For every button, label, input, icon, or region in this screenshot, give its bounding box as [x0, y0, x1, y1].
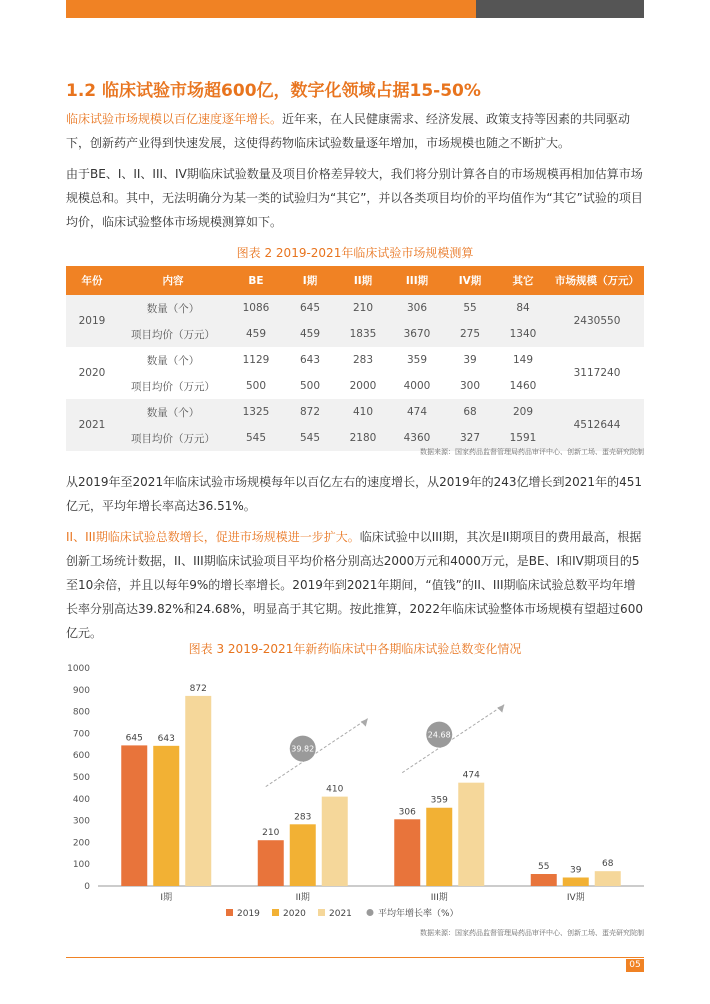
cell-value: 359 — [390, 347, 444, 373]
data-label: 643 — [157, 733, 175, 744]
data-label: 306 — [398, 807, 416, 818]
legend-label: 平均年增长率（%） — [378, 909, 459, 919]
table-header-row — [66, 266, 644, 295]
cell-value: 4360 — [390, 425, 444, 451]
bar — [322, 797, 348, 886]
y-tick-label: 500 — [72, 773, 90, 783]
chart-source: 数据来源：国家药品监督管理局药品审评中心、创新工场、蛋壳研究院制 — [420, 929, 644, 937]
y-tick-label: 300 — [72, 816, 90, 827]
cell-value: 410 — [336, 399, 390, 425]
cell-value: 2000 — [336, 373, 390, 399]
cell-value: 84 — [496, 295, 550, 321]
table-row — [66, 399, 644, 425]
y-tick-label: 900 — [72, 685, 90, 696]
data-label: 68 — [602, 859, 614, 870]
bar — [394, 819, 420, 886]
y-tick-label: 200 — [72, 838, 90, 849]
top-banner-gray — [476, 0, 644, 18]
data-label: 39 — [570, 865, 582, 876]
section-title: 1.2 临床试验市场超600亿，数字化领域占据15-50% — [66, 81, 481, 101]
cell-year: 2019 — [66, 295, 118, 347]
y-tick-label: 800 — [72, 707, 90, 718]
y-tick-label: 1000 — [67, 664, 90, 674]
legend-label: 2019 — [237, 909, 260, 919]
cell-value: 474 — [390, 399, 444, 425]
cell-value: 1591 — [496, 425, 550, 451]
cell-value: 1086 — [228, 295, 284, 321]
cell-value: 283 — [336, 347, 390, 373]
paragraph-4 — [66, 525, 644, 645]
cell-value: 1460 — [496, 373, 550, 399]
table-source: 数据来源：国家药品监督管理局药品审评中心、创新工场、蛋壳研究院制 — [420, 448, 644, 456]
cell-label: 数量（个） — [118, 399, 228, 425]
y-tick-label: 100 — [72, 860, 90, 871]
bar — [185, 696, 211, 886]
cell-value: 306 — [390, 295, 444, 321]
top-banner-slash — [462, 0, 476, 18]
cell-label: 数量（个） — [118, 295, 228, 321]
table-caption: 图表 2 2019-2021年临床试验市场规模测算 — [236, 246, 474, 260]
bar — [153, 746, 179, 886]
chart-caption: 图表 3 2019-2021年新药临床试中各期临床试验总数变化情况 — [188, 642, 522, 656]
bar — [458, 783, 484, 886]
data-label: 210 — [262, 828, 280, 839]
cell-value: 1129 — [228, 347, 284, 373]
cell-label: 项目均价（万元） — [118, 425, 228, 451]
cell-label: 数量（个） — [118, 347, 228, 373]
growth-marker-value: 24.68 — [427, 730, 451, 740]
header-market-size: 市场规模（万元） — [550, 266, 644, 295]
bar — [121, 745, 147, 886]
growth-trend-arrowhead — [361, 719, 368, 727]
data-label: 55 — [538, 862, 550, 873]
data-label: 410 — [326, 784, 344, 795]
growth-trend-line — [402, 705, 504, 773]
bar — [563, 877, 589, 886]
cell-label: 项目均价（万元） — [118, 321, 228, 347]
cell-total: 3117240 — [550, 347, 644, 399]
y-tick-label: 600 — [72, 751, 90, 762]
market-size-table — [66, 266, 644, 451]
cell-value: 3670 — [390, 321, 444, 347]
cell-value: 645 — [284, 295, 336, 321]
x-tick-label: III期 — [430, 893, 448, 903]
cell-value: 872 — [284, 399, 336, 425]
growth-trend-arrowhead — [497, 705, 504, 713]
top-banner-orange — [66, 0, 476, 18]
y-tick-label: 400 — [72, 794, 90, 805]
paragraph-3: 从2019年至2021年临床试验市场规模每年以百亿左右的速度增长，从2019年的243亿增长到2021年的451亿元，平均年增长率高达36.51%。 — [66, 475, 642, 513]
cell-year: 2020 — [66, 347, 118, 399]
cell-value: 1340 — [496, 321, 550, 347]
x-tick-label: I期 — [160, 893, 173, 903]
data-label: 359 — [430, 795, 448, 806]
bar — [258, 840, 284, 886]
legend-marker — [367, 909, 374, 916]
data-label: 872 — [189, 683, 207, 694]
cell-value: 2180 — [336, 425, 390, 451]
footer-line — [66, 957, 644, 958]
paragraph-1-text: 近年来，在人民健康需求、经济发展、政策支持等因素的共同驱动下，创新药产业得到快速发展，这使得药物临床试验数量逐年增加，市场规模也随之不断扩大。 — [66, 112, 631, 150]
header-content: 内容 — [118, 266, 228, 295]
header-phase4: IV期 — [444, 266, 496, 295]
growth-marker-value: 39.82 — [291, 744, 315, 754]
cell-value: 210 — [336, 295, 390, 321]
cell-value: 275 — [444, 321, 496, 347]
cell-value: 459 — [284, 321, 336, 347]
cell-label: 项目均价（万元） — [118, 373, 228, 399]
cell-value: 149 — [496, 347, 550, 373]
cell-value: 300 — [444, 373, 496, 399]
header-phase1: I期 — [284, 266, 336, 295]
paragraph-4-text: 临床试验中以III期，其次是II期项目的费用最高，根据创新工场统计数据，II、III期临床试验项目平均价格分别高达2000万元和4000万元，是BE、I和IV期项目的5至10余倍，并且以每年9%的增长率增长。2019年到2021年期间，“值钱”的II、III期临床试验总数平均年增长率分别高达39.82%和24.68%，明显高于其它期。按此推算，2022年临床试验整体市场规模有望超过600亿元。 — [66, 530, 643, 640]
cell-value: 1325 — [228, 399, 284, 425]
page-number: 05 — [626, 959, 644, 972]
paragraph-1 — [66, 107, 644, 155]
top-banner — [0, 0, 710, 18]
x-tick-label: IV期 — [566, 893, 585, 903]
data-label: 645 — [125, 733, 143, 744]
cell-value: 545 — [284, 425, 336, 451]
cell-value: 459 — [228, 321, 284, 347]
paragraph-2: 由于BE、I、II、III、IV期临床试验数量及项目价格差异较大，我们将分别计算各自的市场规模再相加估算市场规模总和。其中，无法明确分为某一类的试验归为“其它”，并以各类项目均价的平均值作为“其它”试验的项目均价，临床试验整体市场规模测算如下。 — [66, 167, 643, 229]
cell-value: 68 — [444, 399, 496, 425]
cell-value: 327 — [444, 425, 496, 451]
table-row — [66, 295, 644, 321]
growth-trend-line — [266, 719, 368, 787]
cell-value: 39 — [444, 347, 496, 373]
data-label: 283 — [294, 812, 312, 823]
x-tick-label: II期 — [295, 893, 310, 903]
cell-value: 545 — [228, 425, 284, 451]
header-be: BE — [228, 266, 284, 295]
header-other: 其它 — [496, 266, 550, 295]
legend-label: 2021 — [329, 909, 352, 919]
legend-swatch — [318, 909, 325, 916]
bar — [290, 824, 316, 886]
cell-value: 500 — [284, 373, 336, 399]
paragraph-4-highlight: II、III期临床试验总数增长，促进市场规模进一步扩大。 — [66, 530, 360, 544]
header-phase2: II期 — [336, 266, 390, 295]
data-label: 474 — [462, 770, 480, 781]
cell-value: 643 — [284, 347, 336, 373]
cell-year: 2021 — [66, 399, 118, 451]
paragraph-1-highlight: 临床试验市场规模以百亿速度逐年增长。 — [66, 112, 283, 126]
cell-value: 209 — [496, 399, 550, 425]
bar — [426, 808, 452, 886]
y-tick-label: 700 — [72, 729, 90, 740]
table-row — [66, 347, 644, 373]
trial-count-bar-chart — [60, 658, 650, 930]
cell-total: 4512644 — [550, 399, 644, 451]
cell-total: 2430550 — [550, 295, 644, 347]
bar — [531, 874, 557, 886]
cell-value: 55 — [444, 295, 496, 321]
header-year: 年份 — [66, 266, 118, 295]
legend-label: 2020 — [283, 909, 306, 919]
cell-value: 1835 — [336, 321, 390, 347]
bar — [595, 871, 621, 886]
legend-swatch — [272, 909, 279, 916]
y-tick-label: 0 — [84, 882, 90, 892]
cell-value: 4000 — [390, 373, 444, 399]
cell-value: 500 — [228, 373, 284, 399]
legend-swatch — [226, 909, 233, 916]
header-phase3: III期 — [390, 266, 444, 295]
